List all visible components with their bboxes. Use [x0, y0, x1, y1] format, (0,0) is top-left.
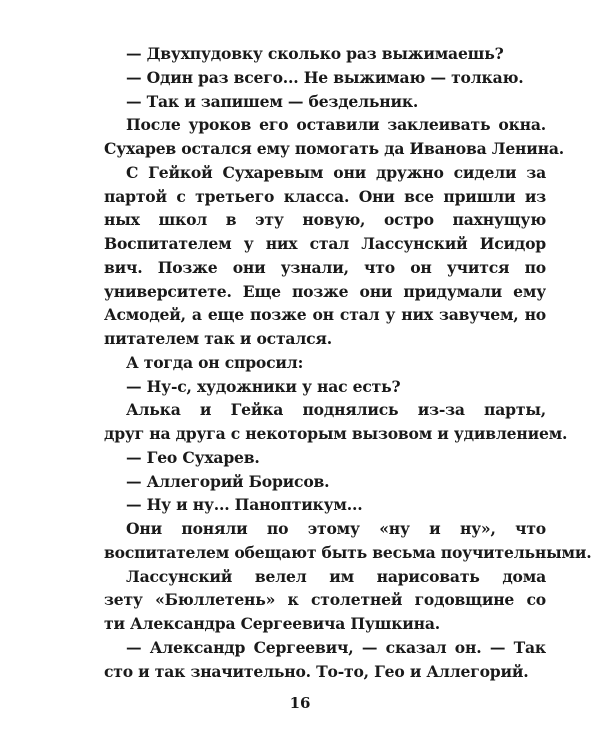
- text-line: вич. Позже они узнали, что он учится по: [104, 257, 546, 277]
- text-line: ти Александра Сергеевича Пушкина.: [104, 614, 440, 633]
- text-line: зету «Бюллетень» к столетней годовщине со: [104, 590, 546, 610]
- text-line: Алька и Гейка поднялись из-за парты,: [126, 400, 546, 420]
- text-line: питателем так и остался.: [104, 329, 332, 348]
- text-line: сто и так значительно. То-то, Гео и Аллегорий.: [104, 661, 529, 681]
- body-text: [104, 42, 592, 683]
- text-line: Сухарев остался ему помогать да Иванова Ленина.: [104, 139, 564, 158]
- text-line: Они поняли по этому «ну и ну», что: [126, 519, 546, 538]
- text-line: С Гейкой Сухаревым они дружно сидели за: [126, 162, 546, 182]
- text-line: — Двухпудовку сколько раз выжимаешь?: [126, 44, 504, 63]
- text-line: — Так и запишем — бездельник.: [126, 91, 419, 111]
- text-line: А тогда он спросил:: [126, 352, 304, 372]
- text-line: — Ну-с, художники у нас есть?: [126, 376, 401, 396]
- text-line: — Гео Сухарев.: [126, 447, 260, 467]
- text-line: Воспитателем у них стал Лассунский Исидор: [104, 234, 546, 253]
- text-line: После уроков его оставили заклеивать окна.: [126, 115, 546, 135]
- text-line: — Александр Сергеевич, — сказал он. — Так: [126, 637, 546, 657]
- text-line: ных школ в эту новую, остро пахнущую: [104, 210, 546, 230]
- text-line: друг на друга с некоторым вызовом и удивлением.: [104, 424, 568, 443]
- page-number: 16: [289, 694, 311, 712]
- text-line: Асмодей, а еще позже он стал у них завучем, но: [104, 305, 546, 325]
- text-line: — Один раз всего... Не выжимаю — толкаю.: [126, 67, 524, 87]
- text-line: — Аллегорий Борисов.: [126, 471, 330, 491]
- text-line: Лассунский велел им нарисовать дома: [126, 566, 546, 586]
- text-line: воспитателем обещают быть весьма поучительными.: [104, 542, 592, 562]
- text-line: университете. Еще позже они придумали ему: [104, 281, 546, 301]
- text-line: — Ну и ну... Паноптикум...: [126, 495, 363, 515]
- text-line: партой с третьего класса. Они все пришли из: [104, 186, 546, 206]
